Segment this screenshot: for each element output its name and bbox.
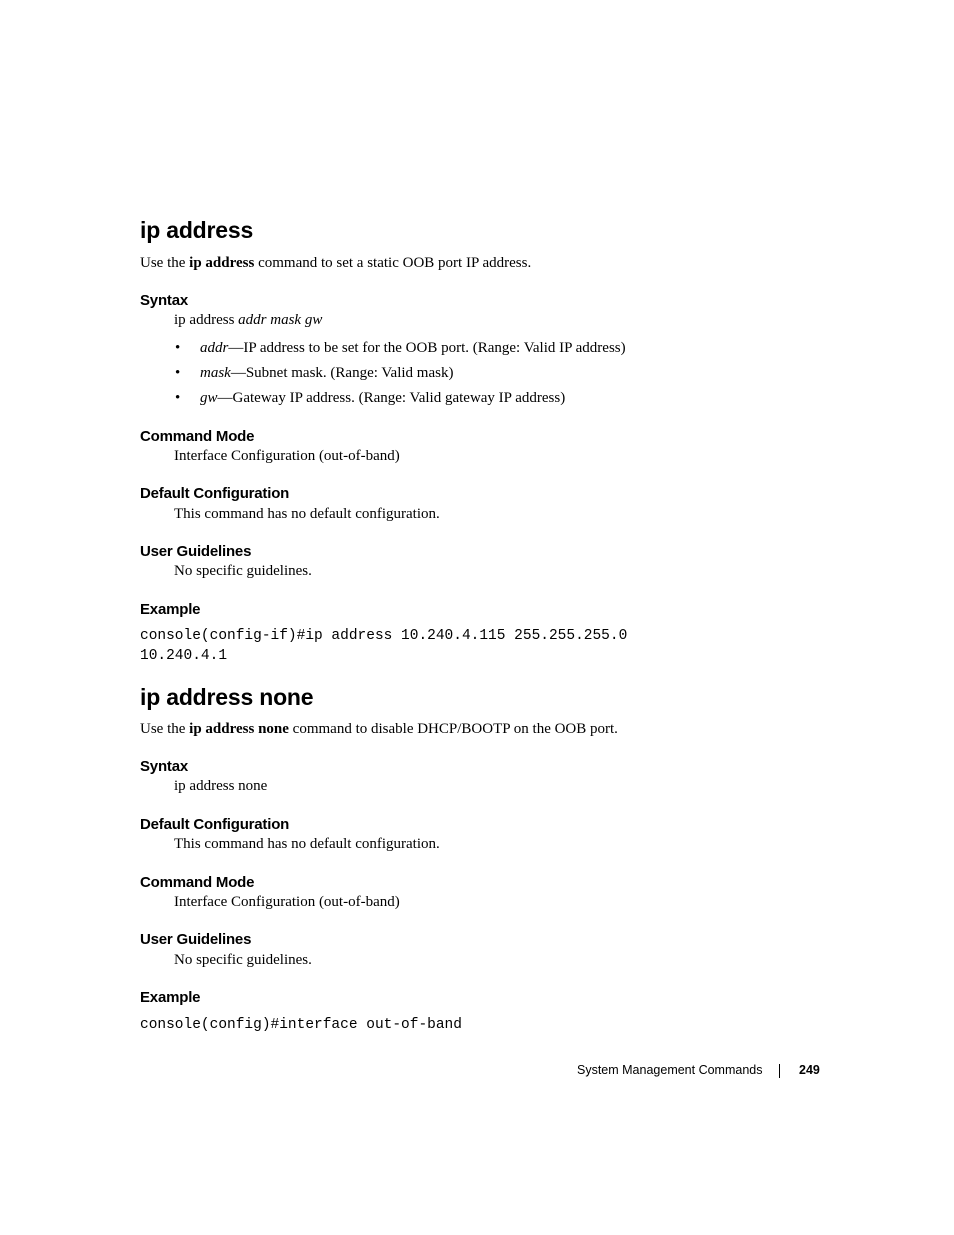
section-title-ip-address-none: ip address none [140, 684, 314, 710]
intro-text: command to disable DHCP/BOOTP on the OOB port. [288, 721, 618, 737]
intro-command: ip address none [189, 721, 289, 737]
syntax-line: ip address none [174, 778, 268, 794]
intro-text: Use the [140, 255, 190, 271]
code-line: console(config)#interface out-of-band [140, 1017, 462, 1033]
param-item [200, 340, 626, 357]
section-intro [140, 255, 531, 272]
user-guidelines-heading: User Guidelines [140, 543, 252, 560]
user-guidelines-text: No specific guidelines. [174, 563, 312, 579]
param-name: addr [200, 340, 229, 356]
default-config-heading: Default Configuration [140, 485, 290, 502]
param-desc: —Gateway IP address. (Range: Valid gateway IP address) [217, 390, 566, 406]
bullet-icon: • [175, 365, 181, 381]
param-name: mask [200, 365, 231, 381]
param-desc: —Subnet mask. (Range: Valid mask) [230, 365, 454, 381]
example-heading: Example [140, 601, 201, 618]
syntax-heading: Syntax [140, 292, 188, 309]
intro-command: ip address [189, 255, 255, 271]
section-title-ip-address: ip address [140, 217, 254, 243]
command-mode-heading: Command Mode [140, 428, 255, 445]
intro-text: command to set a static OOB port IP address. [254, 255, 532, 271]
default-config-text: This command has no default configuration. [174, 506, 440, 522]
param-name: gw [200, 390, 218, 406]
footer-chapter: System Management Commands [577, 1063, 763, 1077]
bullet-icon: • [175, 340, 181, 356]
param-item [200, 365, 453, 382]
param-desc: —IP address to be set for the OOB port. (Range: Valid IP address) [228, 340, 626, 356]
command-mode-heading: Command Mode [140, 874, 255, 891]
section-intro [140, 721, 618, 738]
bullet-icon: • [175, 390, 181, 406]
syntax-command: ip address [174, 312, 235, 328]
param-item [200, 390, 565, 407]
code-example [140, 1015, 462, 1035]
syntax-line [174, 312, 322, 329]
code-line: 10.240.4.1 [140, 648, 228, 664]
footer-divider [779, 1064, 780, 1078]
syntax-args: addr mask gw [234, 312, 323, 328]
user-guidelines-text: No specific guidelines. [174, 952, 312, 968]
code-example [140, 626, 627, 666]
example-heading: Example [140, 989, 201, 1006]
page-number: 249 [799, 1063, 820, 1077]
syntax-heading: Syntax [140, 758, 188, 775]
user-guidelines-heading: User Guidelines [140, 931, 252, 948]
default-config-heading: Default Configuration [140, 816, 290, 833]
command-mode-text: Interface Configuration (out-of-band) [174, 448, 400, 464]
command-mode-text: Interface Configuration (out-of-band) [174, 894, 400, 910]
intro-text: Use the [140, 721, 190, 737]
default-config-text: This command has no default configuration. [174, 836, 440, 852]
code-line: console(config-if)#ip address 10.240.4.115 255.255.255.0 [140, 628, 628, 644]
